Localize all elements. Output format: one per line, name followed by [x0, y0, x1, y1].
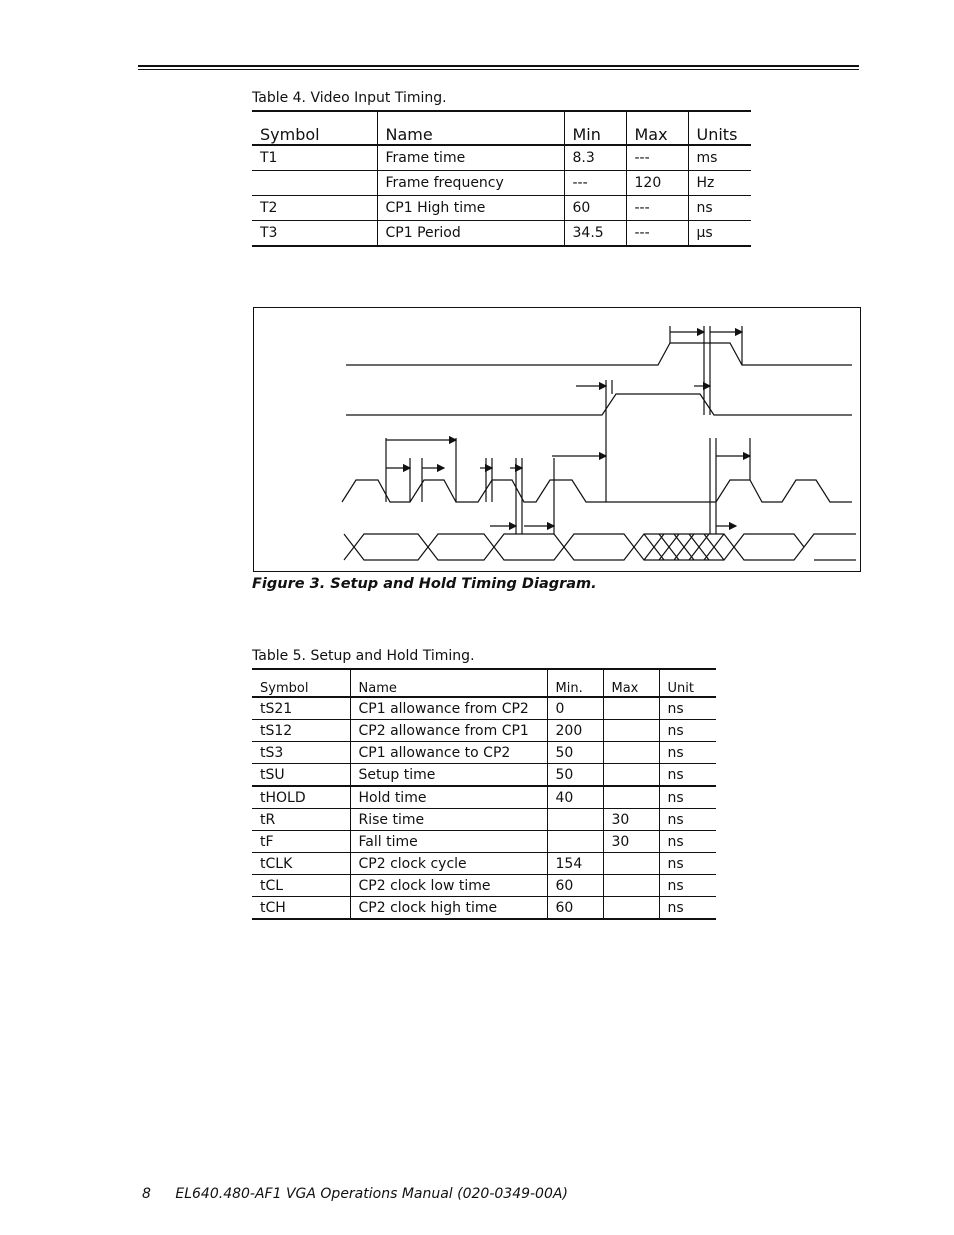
- table-row: [252, 853, 716, 875]
- table-cell: 50: [547, 764, 603, 787]
- lp-waveform: [346, 394, 852, 415]
- table-cell: tCH: [252, 897, 350, 920]
- table-cell: [603, 875, 659, 897]
- table-cell: ---: [626, 196, 688, 221]
- column-header: Max: [626, 111, 688, 145]
- table-cell: 0: [547, 697, 603, 720]
- data-bus: [344, 534, 634, 560]
- table-cell: [603, 786, 659, 809]
- table4-caption: Table 4. Video Input Timing.: [252, 90, 447, 106]
- table-cell: ns: [688, 196, 751, 221]
- table-cell: ns: [659, 875, 716, 897]
- table-cell: 40: [547, 786, 603, 809]
- table-cell: [547, 831, 603, 853]
- table-row: [252, 786, 716, 809]
- table-cell: [547, 809, 603, 831]
- table-cell: ns: [659, 853, 716, 875]
- table-cell: CP1 allowance from CP2: [350, 697, 547, 720]
- table-cell: Fall time: [350, 831, 547, 853]
- table-row: [252, 831, 716, 853]
- table-cell: µs: [688, 221, 751, 247]
- table-cell: 200: [547, 720, 603, 742]
- table-cell: tF: [252, 831, 350, 853]
- table-cell: ns: [659, 697, 716, 720]
- table-header-row: [252, 111, 751, 145]
- cp2-clock-waveform: [342, 480, 852, 502]
- table-row: [252, 897, 716, 920]
- table-cell: CP2 clock cycle: [350, 853, 547, 875]
- table-cell: [252, 171, 377, 196]
- table-cell: CP2 allowance from CP1: [350, 720, 547, 742]
- table-cell: [603, 764, 659, 787]
- table-row: [252, 875, 716, 897]
- table-header-row: [252, 669, 716, 697]
- data-bus-next: [734, 534, 856, 560]
- setup-hold-timing-table: [252, 668, 716, 920]
- table-cell: ns: [659, 786, 716, 809]
- table-cell: T1: [252, 145, 377, 171]
- column-header: Name: [377, 111, 564, 145]
- table-cell: ---: [564, 171, 626, 196]
- timing-diagram: [253, 307, 861, 572]
- table-cell: Setup time: [350, 764, 547, 787]
- column-header: Min: [564, 111, 626, 145]
- table-cell: tSU: [252, 764, 350, 787]
- table-cell: ns: [659, 720, 716, 742]
- column-header: Units: [688, 111, 751, 145]
- table-cell: 60: [547, 875, 603, 897]
- column-header: Symbol: [252, 669, 350, 697]
- table-row: [252, 809, 716, 831]
- table-row: [252, 171, 751, 196]
- table-cell: 30: [603, 809, 659, 831]
- data-bus-invalid: [634, 534, 734, 560]
- table-cell: [603, 697, 659, 720]
- table-cell: CP1 Period: [377, 221, 564, 247]
- table-cell: ns: [659, 742, 716, 764]
- table-cell: ---: [626, 145, 688, 171]
- table-cell: 8.3: [564, 145, 626, 171]
- table-cell: tS12: [252, 720, 350, 742]
- table-cell: 34.5: [564, 221, 626, 247]
- table-row: [252, 720, 716, 742]
- column-header: Min.: [547, 669, 603, 697]
- table-row: [252, 145, 751, 171]
- table-cell: [603, 897, 659, 920]
- table-row: [252, 196, 751, 221]
- table-cell: CP1 allowance to CP2: [350, 742, 547, 764]
- table-cell: Rise time: [350, 809, 547, 831]
- table-cell: Hold time: [350, 786, 547, 809]
- table-cell: ns: [659, 809, 716, 831]
- table-cell: tS21: [252, 697, 350, 720]
- table-cell: 120: [626, 171, 688, 196]
- table-row: [252, 742, 716, 764]
- table-cell: [603, 720, 659, 742]
- table-cell: Frame frequency: [377, 171, 564, 196]
- column-header: Name: [350, 669, 547, 697]
- table-cell: CP2 clock high time: [350, 897, 547, 920]
- table-row: [252, 697, 716, 720]
- table-cell: [603, 853, 659, 875]
- guide-lines: [386, 326, 750, 534]
- timing-diagram-drawing: [254, 308, 860, 571]
- table-cell: 60: [547, 897, 603, 920]
- table-cell: 60: [564, 196, 626, 221]
- table-cell: ---: [626, 221, 688, 247]
- table5-caption: Table 5. Setup and Hold Timing.: [252, 648, 475, 664]
- header-rule: [138, 65, 859, 67]
- column-header: Max: [603, 669, 659, 697]
- table-cell: [603, 742, 659, 764]
- table-cell: CP1 High time: [377, 196, 564, 221]
- table-row: [252, 764, 716, 787]
- table-row: [252, 221, 751, 247]
- table-cell: tS3: [252, 742, 350, 764]
- page-footer: [142, 1186, 568, 1202]
- table-cell: 50: [547, 742, 603, 764]
- table-cell: tR: [252, 809, 350, 831]
- table-cell: 154: [547, 853, 603, 875]
- column-header: Symbol: [252, 111, 377, 145]
- table-cell: ns: [659, 764, 716, 787]
- figure3-caption: Figure 3. Setup and Hold Timing Diagram.: [252, 576, 597, 592]
- table-cell: 30: [603, 831, 659, 853]
- table-cell: tCLK: [252, 853, 350, 875]
- table-cell: T2: [252, 196, 377, 221]
- table-cell: Hz: [688, 171, 751, 196]
- table-cell: ns: [659, 831, 716, 853]
- page-number: 8: [142, 1186, 151, 1202]
- table-cell: ms: [688, 145, 751, 171]
- table-cell: CP2 clock low time: [350, 875, 547, 897]
- table-cell: T3: [252, 221, 377, 247]
- column-header: Unit: [659, 669, 716, 697]
- table-cell: Frame time: [377, 145, 564, 171]
- header-rule-thin: [138, 69, 859, 70]
- table-cell: ns: [659, 897, 716, 920]
- video-input-timing-table: [252, 110, 751, 247]
- footer-title: EL640.480-AF1 VGA Operations Manual (020-0349-00A): [175, 1186, 568, 1202]
- table-cell: tHOLD: [252, 786, 350, 809]
- cp1-waveform: [346, 343, 852, 365]
- table-cell: tCL: [252, 875, 350, 897]
